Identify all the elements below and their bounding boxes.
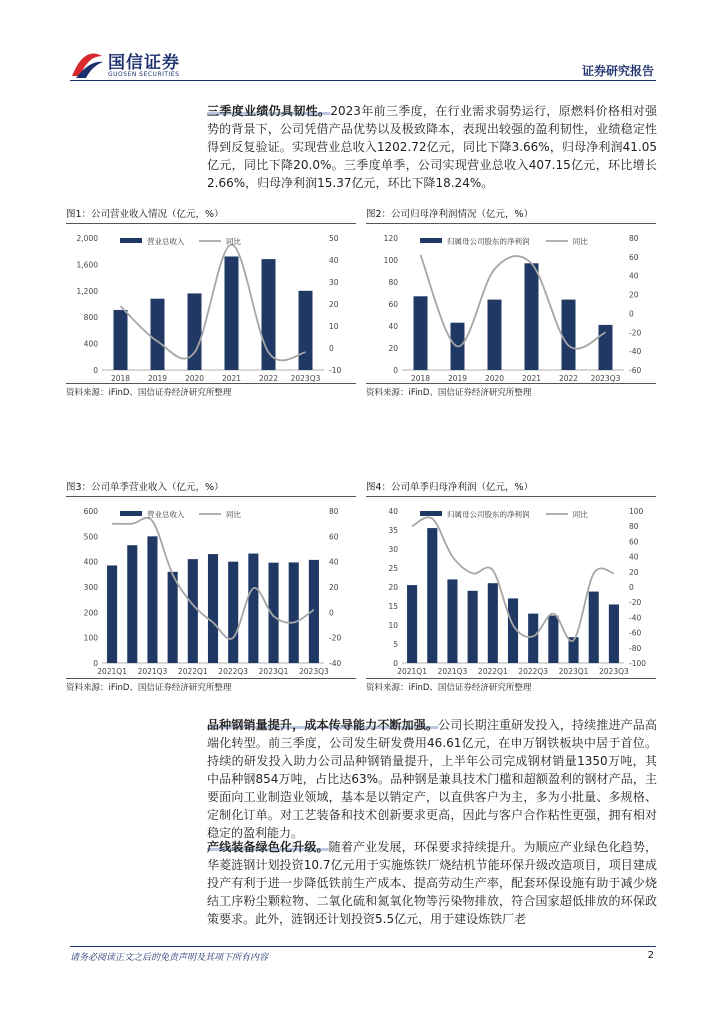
y-right-tick-label: 80 <box>629 234 639 243</box>
y-left-tick-label: 20 <box>388 344 398 353</box>
y-left-tick-label: 0 <box>93 366 98 375</box>
bar <box>151 299 165 370</box>
bar <box>427 528 437 663</box>
figure-2 <box>366 206 656 396</box>
x-tick-label: 2019 <box>447 374 468 383</box>
y-right-tick-label: 0 <box>329 344 334 353</box>
y-left-tick-label: 10 <box>388 621 398 630</box>
paragraph-q3-performance <box>207 102 657 192</box>
revenue-annual-chart <box>66 226 356 386</box>
x-tick-label: 2020 <box>184 374 205 383</box>
logo-name-cn: 国信证券 <box>108 53 180 73</box>
y-right-tick-label: 40 <box>629 271 639 281</box>
paragraph-specialty-steel <box>207 716 657 842</box>
bar <box>228 562 238 663</box>
x-tick-label: 2023Q3 <box>290 374 321 383</box>
y-left-tick-label: 1,600 <box>76 260 98 270</box>
x-tick-label: 2022Q3 <box>518 667 549 676</box>
series-line-yoy <box>121 245 306 361</box>
y-right-tick-label: -60 <box>629 366 642 375</box>
y-left-tick-label: 2,000 <box>76 234 98 243</box>
x-tick-label: 2021Q3 <box>437 667 468 676</box>
bar <box>599 325 613 370</box>
x-tick-label: 2021Q1 <box>97 667 127 676</box>
guosen-logo-icon <box>70 50 104 80</box>
x-tick-label: 2021Q1 <box>397 667 427 676</box>
legend-line-label: 同比 <box>226 237 241 246</box>
legend-bar-label: 营业总收入 <box>147 510 185 519</box>
y-right-tick-label: -20 <box>629 598 642 608</box>
figure-top-rule <box>66 223 356 224</box>
bar <box>447 579 457 663</box>
x-tick-label: 2018 <box>110 374 131 383</box>
x-tick-label: 2019 <box>147 374 168 383</box>
y-left-tick-label: 400 <box>83 339 98 349</box>
figure-source: 资料来源：iFinD、国信证券经济研究所整理 <box>366 683 532 693</box>
legend-bar-swatch <box>420 238 442 243</box>
legend-bar-swatch <box>120 238 142 243</box>
x-tick-label: 2023Q3 <box>299 667 329 676</box>
y-left-tick-label: 80 <box>388 278 398 287</box>
y-left-tick-label: 600 <box>83 507 98 516</box>
y-right-tick-label: 40 <box>629 552 639 562</box>
x-tick-label: 2022 <box>558 374 579 383</box>
document-type: 证券研究报告 <box>581 64 654 78</box>
paragraph-body: 随着产业发展，环保要求持续提升。为顺应产业绿色化趋势，华菱涟钢计划投资10.7亿元用于实施炼铁厂烧结机节能环保升级改造项目，项目建成投产有利于进一步降低铁前生产成本、提高劳动生产率，配套环保设施有助于减少烧结工序粉尘颗粒物、二氧化硫和氮氧化物等污染物排放，符合国家超低排放的环保政策要求。此外，涟钢还计划投资5.5亿元，用于建设炼铁厂老 <box>207 840 657 926</box>
x-tick-label: 2022Q1 <box>177 667 208 676</box>
footer-divider <box>70 946 656 947</box>
x-tick-label: 2023Q1 <box>258 667 289 676</box>
y-left-tick-label: 15 <box>388 602 398 611</box>
bar <box>147 536 157 663</box>
y-right-tick-label: -20 <box>329 633 342 643</box>
footer-disclaimer: 请务必阅读正文之后的免责声明及其项下所有内容 <box>70 953 269 963</box>
net-profit-annual-chart <box>366 226 656 386</box>
bar <box>407 585 417 663</box>
x-tick-label: 2020 <box>484 374 505 383</box>
y-right-tick-label: -20 <box>629 328 642 338</box>
net-profit-quarterly-chart <box>366 499 656 679</box>
y-right-tick-label: 40 <box>329 256 339 265</box>
figure-1 <box>66 206 356 396</box>
figure-title: 图1：公司营业收入情况（亿元，%） <box>66 209 224 220</box>
y-right-tick-label: 30 <box>329 278 339 287</box>
figure-title: 图2：公司归母净利润情况（亿元，%） <box>366 209 534 220</box>
y-right-tick-label: 60 <box>629 537 639 547</box>
figure-3 <box>66 479 356 694</box>
y-right-tick-label: 60 <box>329 532 339 542</box>
legend-line-label: 同比 <box>226 510 241 519</box>
x-tick-label: 2022Q3 <box>218 667 249 676</box>
header-divider <box>70 80 656 81</box>
paragraph-lead: 产线装备绿色化升级。 <box>207 840 329 854</box>
y-right-tick-label: -80 <box>629 643 642 653</box>
y-right-tick-label: 80 <box>629 522 639 532</box>
y-right-tick-label: -10 <box>329 366 342 375</box>
y-right-tick-label: 100 <box>629 507 644 516</box>
bar <box>589 592 599 663</box>
bar <box>289 562 299 663</box>
y-right-tick-label: 80 <box>329 507 339 516</box>
y-left-tick-label: 800 <box>83 313 98 323</box>
bar <box>114 310 128 370</box>
legend-bar-label: 营业总收入 <box>147 237 185 246</box>
y-left-tick-label: 40 <box>388 507 398 516</box>
y-left-tick-label: 30 <box>388 545 398 554</box>
bar <box>525 263 539 370</box>
y-left-tick-label: 400 <box>83 557 98 567</box>
x-tick-label: 2023Q3 <box>590 374 621 383</box>
y-left-tick-label: 40 <box>388 322 398 331</box>
legend-line-label: 同比 <box>572 237 588 246</box>
y-right-tick-label: 20 <box>629 567 639 577</box>
figure-bottom-rule <box>66 383 356 384</box>
legend-bar-swatch <box>420 511 442 516</box>
figure-source: 资料来源：iFinD、国信证券经济研究所整理 <box>66 683 232 693</box>
y-left-tick-label: 100 <box>383 256 398 265</box>
logo-name-en: GUOSEN SECURITIES <box>108 71 180 78</box>
series-line-yoy <box>421 255 606 349</box>
y-left-tick-label: 20 <box>388 583 398 592</box>
y-left-tick-label: 1,200 <box>76 286 98 296</box>
bar <box>127 545 137 663</box>
legend-bar-swatch <box>120 511 142 516</box>
y-right-tick-label: 50 <box>329 234 339 243</box>
page-header <box>0 0 724 92</box>
y-left-tick-label: 200 <box>83 608 98 618</box>
y-left-tick-label: 0 <box>393 659 398 668</box>
x-tick-label: 2021 <box>221 374 242 383</box>
y-right-tick-label: 20 <box>329 583 339 592</box>
bar <box>225 256 239 370</box>
y-right-tick-label: 20 <box>329 300 339 309</box>
legend-bar-label: 归属母公司股东的净利润 <box>447 510 530 519</box>
bar <box>168 572 178 663</box>
y-left-tick-label: 25 <box>388 564 398 573</box>
paragraph-green-upgrade <box>207 838 657 928</box>
y-left-tick-label: 0 <box>393 366 398 375</box>
bar <box>107 565 117 663</box>
bar <box>299 291 313 370</box>
bar <box>548 616 558 664</box>
y-left-tick-label: 5 <box>393 640 398 649</box>
x-tick-label: 2022 <box>258 374 279 383</box>
figure-source: 资料来源：iFinD、国信证券经济研究所整理 <box>66 388 232 398</box>
x-tick-label: 2022Q1 <box>477 667 508 676</box>
y-right-tick-label: 0 <box>629 309 634 319</box>
figure-top-rule <box>66 496 356 497</box>
y-right-tick-label: 60 <box>629 252 639 262</box>
y-left-tick-label: 300 <box>83 583 98 592</box>
y-right-tick-label: -40 <box>629 613 642 623</box>
y-right-tick-label: -100 <box>629 659 647 668</box>
y-right-tick-label: -40 <box>329 659 342 668</box>
paragraph-lead: 三季度业绩仍具韧性。 <box>207 104 331 118</box>
figure-4 <box>366 479 656 694</box>
legend-line-label: 同比 <box>572 510 588 519</box>
y-right-tick-label: 40 <box>329 557 339 567</box>
bar <box>562 300 576 370</box>
bar <box>468 591 478 663</box>
bar <box>188 559 198 663</box>
y-left-tick-label: 120 <box>383 234 398 243</box>
bar <box>488 583 498 663</box>
y-left-tick-label: 500 <box>83 532 98 542</box>
revenue-quarterly-chart <box>66 499 356 679</box>
y-right-tick-label: 10 <box>329 322 339 331</box>
figure-bottom-rule <box>366 383 656 384</box>
paragraph-body: 公司长期注重研发投入，持续推进产品高端化转型。前三季度，公司发生研发费用46.61亿元，在申万钢铁板块中居于首位。持续的研发投入助力公司品种钢销量提升，上半年公司完成钢材销量1350万吨，其中品种钢854万吨，占比达63%。品种钢是兼具技术门槛和超额盈利的钢材产品，主要面向工业制造业领域，基本是以销定产，以直供客户为主，多为小批量、多规格、定制化订单。对工艺装备和技术创新要求更高，因此与客户合作粘性更强，拥有相对稳定的盈利能力。 <box>207 718 657 840</box>
figure-title: 图3：公司单季营业收入（亿元，%） <box>66 482 224 493</box>
x-tick-label: 2023Q1 <box>558 667 589 676</box>
y-left-tick-label: 100 <box>83 633 98 643</box>
figure-bottom-rule <box>66 678 356 679</box>
bar <box>609 604 619 663</box>
bar <box>414 296 428 370</box>
y-right-tick-label: 20 <box>629 290 639 300</box>
page-number: 2 <box>647 950 654 961</box>
x-tick-label: 2021 <box>521 374 542 383</box>
y-right-tick-label: -40 <box>629 347 642 357</box>
figure-source: 资料来源：iFinD、国信证券经济研究所整理 <box>366 388 532 398</box>
paragraph-body: 2023年前三季度，在行业需求弱势运行，原燃料价格相对强势的背景下，公司凭借产品优势以及极致降本，表现出较强的盈利韧性，业绩稳定性得到反复验证。实现营业总收入1202.72亿元，同比下降3.66%，归母净利润41.05亿元，同比下降20.0%。三季度单季，公司实现营业总收入407.15亿元，环比增长2.66%，归母净利润15.37亿元，环比下降18.24%。 <box>207 104 657 190</box>
bar <box>248 554 258 663</box>
figure-bottom-rule <box>366 678 656 679</box>
y-left-tick-label: 35 <box>388 526 398 535</box>
bar <box>488 300 502 370</box>
y-right-tick-label: 0 <box>629 583 634 592</box>
y-right-tick-label: -60 <box>629 628 642 638</box>
y-right-tick-label: 0 <box>329 608 334 618</box>
paragraph-lead: 品种钢销量提升，成本传导能力不断加强。 <box>207 718 439 732</box>
figure-title: 图4：公司单季归母净利润（亿元，%） <box>366 482 534 493</box>
bar <box>528 614 538 663</box>
legend-bar-label: 归属母公司股东的净利润 <box>447 237 530 246</box>
bar <box>208 554 218 663</box>
figure-top-rule <box>366 496 656 497</box>
x-tick-label: 2023Q3 <box>599 667 629 676</box>
y-left-tick-label: 0 <box>93 659 98 668</box>
y-left-tick-label: 60 <box>388 300 398 309</box>
x-tick-label: 2021Q3 <box>137 667 168 676</box>
figure-top-rule <box>366 223 656 224</box>
x-tick-label: 2018 <box>410 374 431 383</box>
bar <box>188 293 202 370</box>
